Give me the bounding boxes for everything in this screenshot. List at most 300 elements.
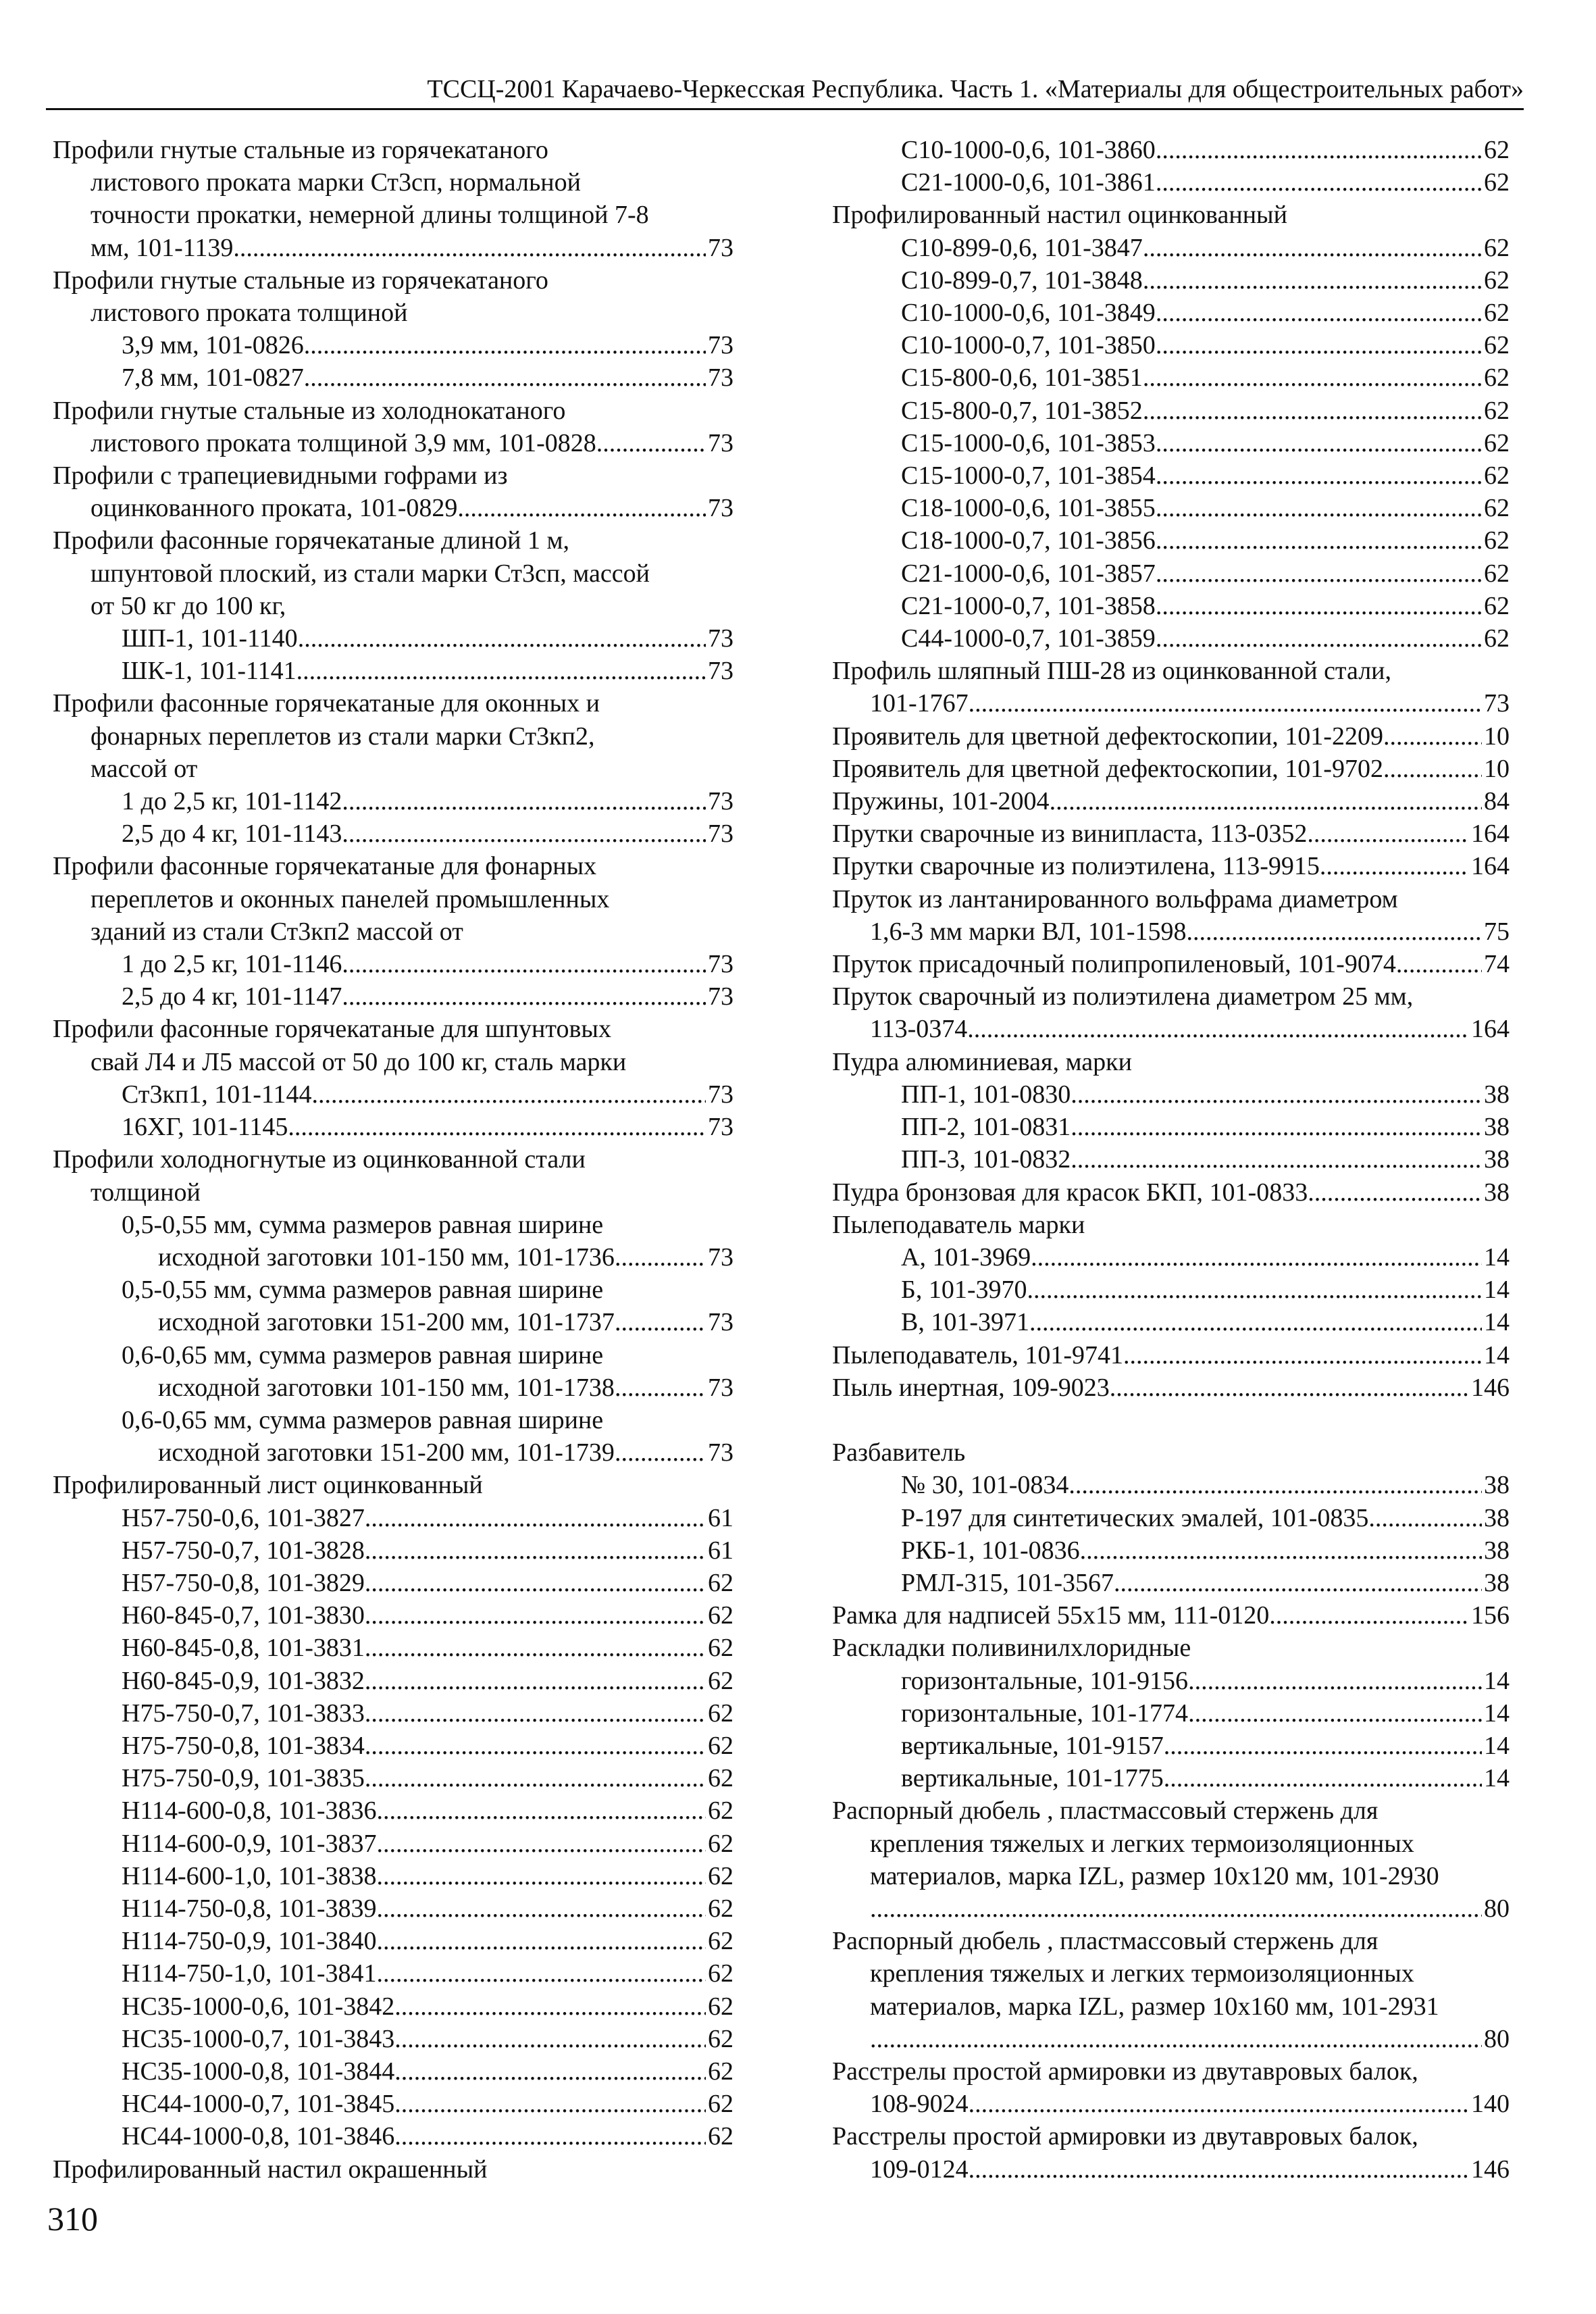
entry-text: С18-1000-0,7, 101-3856 [901, 526, 1156, 555]
index-entry [832, 264, 1510, 297]
entry-text: С10-1000-0,6, 101-3849 [901, 299, 1156, 328]
dot-leader [1156, 459, 1482, 492]
dot-leader [1164, 1730, 1482, 1762]
index-entry [832, 687, 1510, 720]
dot-leader [304, 361, 706, 394]
entry-page-number: 140 [1471, 2090, 1510, 2119]
dot-leader [298, 622, 706, 655]
dot-leader [342, 980, 706, 1013]
dot-leader [394, 2088, 706, 2120]
entry-page-number: 61 [708, 1536, 733, 1565]
index-entry [53, 1306, 733, 1338]
index-entry [832, 1469, 1510, 1501]
dot-leader [1143, 264, 1482, 297]
entry-page-number: 14 [1484, 1764, 1510, 1793]
dot-leader [377, 1957, 706, 1990]
entry-page-number: 73 [708, 657, 733, 686]
index-entry [832, 1143, 1510, 1176]
index-entry [53, 753, 733, 785]
dot-leader [1156, 297, 1482, 329]
entry-page-number: 62 [1484, 331, 1510, 360]
entry-page-number: 62 [1484, 363, 1510, 393]
index-entry [832, 1176, 1510, 1209]
entry-page-number: 164 [1471, 820, 1510, 849]
entry-page-number: 61 [708, 1503, 733, 1532]
entry-text: Профилированный лист оцинкованный [53, 1471, 483, 1500]
entry-text: ПП-3, 101-0832 [901, 1145, 1071, 1174]
entry-text: Пылеподаватель марки [832, 1210, 1085, 1239]
entry-text: НС44-1000-0,7, 101-3845 [122, 2090, 395, 2119]
entry-page-number: 62 [708, 2057, 733, 2086]
entry-page-number: 62 [708, 1959, 733, 1988]
dot-leader [365, 1502, 706, 1534]
index-entry [53, 1762, 733, 1794]
entry-text: 7,8 мм, 101-0827 [122, 363, 304, 393]
entry-text: 2,5 до 4 кг, 101-1143 [122, 820, 342, 849]
entry-text: С21-1000-0,6, 101-3857 [901, 559, 1156, 588]
entry-text: горизонтальные, 101-9156 [901, 1666, 1189, 1695]
index-entry [53, 2153, 733, 2186]
index-entry [53, 1957, 733, 1990]
entry-page-number: 62 [708, 1796, 733, 1826]
index-entry [832, 1241, 1510, 1274]
entry-text: 108-9024 [870, 2090, 969, 2119]
entry-text: 101-1767 [870, 689, 969, 718]
entry-text: С15-1000-0,6, 101-3853 [901, 428, 1156, 457]
index-entry [53, 980, 733, 1013]
index-entry [53, 1892, 733, 1925]
entry-text: переплетов и оконных панелей промышленных [91, 884, 610, 913]
entry-page-number: 156 [1471, 1601, 1510, 1630]
entry-text: вертикальные, 101-1775 [901, 1764, 1164, 1793]
entry-page-number: 73 [708, 1080, 733, 1109]
entry-page-number: 62 [708, 1992, 733, 2021]
index-entry [832, 2120, 1510, 2153]
index-entry [832, 524, 1510, 557]
dot-leader [365, 1632, 706, 1664]
dot-leader [1156, 524, 1482, 557]
index-entry [832, 1046, 1510, 1078]
dot-leader [1027, 1274, 1482, 1306]
dot-leader [394, 2023, 706, 2055]
dot-leader [365, 1762, 706, 1794]
index-entry [53, 1990, 733, 2023]
dot-leader [1308, 1176, 1482, 1209]
index-entry [53, 1436, 733, 1469]
dot-leader [365, 1697, 706, 1730]
dot-leader [1156, 590, 1482, 622]
index-entry [832, 459, 1510, 492]
dot-leader [342, 818, 706, 850]
entry-text: НС44-1000-0,8, 101-3846 [122, 2122, 395, 2151]
entry-page-number: 73 [708, 494, 733, 523]
index-entry [53, 1534, 733, 1567]
entry-page-number: 62 [1484, 299, 1510, 328]
entry-page-number: 73 [708, 1373, 733, 1402]
entry-page-number: 73 [708, 820, 733, 849]
dot-leader [870, 1892, 1482, 1925]
dot-leader [342, 785, 706, 818]
entry-text: мм, 101-1139 [91, 233, 234, 262]
entry-page-number: 164 [1471, 1015, 1510, 1044]
entry-text: Н57-750-0,7, 101-3828 [122, 1536, 365, 1565]
entry-page-number: 38 [1484, 1113, 1510, 1142]
index-entry [832, 1665, 1510, 1697]
dot-leader [297, 655, 706, 687]
index-entry [53, 1860, 733, 1892]
entry-text: РКБ-1, 101-0836 [901, 1536, 1080, 1565]
entry-page-number: 84 [1484, 787, 1510, 816]
dot-leader [394, 1990, 706, 2023]
dot-leader [1156, 622, 1482, 655]
entry-text: крепления тяжелых и легких термоизоляционных [870, 1959, 1414, 1988]
dot-leader [969, 2153, 1469, 2186]
index-entry [53, 557, 733, 590]
entry-text: 1,6-3 мм марки ВЛ, 101-1598 [870, 917, 1187, 946]
entry-text: НС35-1000-0,6, 101-3842 [122, 1992, 395, 2021]
dot-leader [394, 2055, 706, 2088]
dot-leader [596, 427, 706, 459]
entry-text: Проявитель для цветной дефектоскопии, 101-9702 [832, 754, 1383, 783]
entry-page-number: 73 [708, 1113, 733, 1142]
index-entry [53, 785, 733, 818]
entry-text: Ст3кп1, 101-1144 [122, 1080, 312, 1109]
dot-leader [1050, 785, 1482, 818]
dot-leader [1029, 1306, 1482, 1338]
entry-page-number: 73 [708, 428, 733, 457]
index-entry [53, 2120, 733, 2153]
entry-text: НС35-1000-0,7, 101-3843 [122, 2024, 395, 2053]
entry-page-number: 80 [1484, 2024, 1510, 2053]
index-entry [53, 166, 733, 199]
index-entry [53, 1730, 733, 1762]
entry-page-number: 73 [708, 331, 733, 360]
dot-leader [1071, 1111, 1482, 1143]
dot-leader [1031, 1241, 1482, 1274]
index-entry [832, 492, 1510, 524]
entry-text: Н114-750-0,9, 101-3840 [122, 1927, 377, 1956]
dot-leader [365, 1599, 706, 1632]
dot-leader [1071, 1078, 1482, 1111]
entry-page-number: 62 [1484, 428, 1510, 457]
dot-leader [967, 1013, 1469, 1045]
entry-text: горизонтальные, 101-1774 [901, 1699, 1189, 1728]
entry-text: С21-1000-0,6, 101-3861 [901, 168, 1156, 197]
dot-leader [1164, 1762, 1482, 1794]
entry-page-number: 62 [1484, 461, 1510, 491]
index-entry [832, 818, 1510, 850]
dot-leader [304, 329, 706, 361]
dot-leader [969, 2088, 1469, 2120]
dot-leader [377, 1892, 706, 1925]
entry-text: Профили холодногнутые из оцинкованной стали [53, 1145, 586, 1174]
index-entry [832, 622, 1510, 655]
entry-text: 0,6-0,65 мм, сумма размеров равная ширине [122, 1340, 604, 1369]
entry-page-number: 146 [1471, 1373, 1510, 1402]
index-entry [832, 785, 1510, 818]
entry-page-number: 62 [708, 1568, 733, 1597]
entry-text: С10-1000-0,6, 101-3860 [901, 136, 1156, 164]
index-entry [832, 2023, 1510, 2055]
entry-text: Профилированный настил оцинкованный [832, 201, 1287, 230]
index-entry [832, 1274, 1510, 1306]
entry-page-number: 62 [708, 1927, 733, 1956]
entry-text: Распорный дюбель , пластмассовый стержень для [832, 1927, 1379, 1956]
entry-page-number: 38 [1484, 1536, 1510, 1565]
entry-text: Пруток присадочный полипропиленовый, 101-9074 [832, 950, 1396, 979]
index-entry [53, 232, 733, 264]
index-entry [832, 427, 1510, 459]
entry-text: фонарных переплетов из стали марки Ст3кп2, [91, 722, 595, 751]
index-entry [53, 2088, 733, 2120]
entry-text: 0,6-0,65 мм, сумма размеров равная ширине [122, 1405, 604, 1434]
index-entry [832, 2153, 1510, 2186]
index-entry [53, 1599, 733, 1632]
entry-page-number: 62 [708, 1699, 733, 1728]
running-header [46, 69, 1524, 110]
index-entry [832, 915, 1510, 948]
index-entry [53, 524, 733, 557]
entry-page-number: 73 [708, 787, 733, 816]
index-entry [832, 199, 1510, 231]
page-number: 310 [47, 2200, 98, 2238]
index-entry [53, 1274, 733, 1306]
entry-text: листового проката толщиной [91, 299, 408, 328]
index-entry [832, 1078, 1510, 1111]
index-entry [53, 1502, 733, 1534]
entry-page-number: 10 [1484, 754, 1510, 783]
index-entry [832, 1534, 1510, 1567]
index-entry [832, 1730, 1510, 1762]
entry-text: Прутки сварочные из винипласта, 113-0352 [832, 820, 1308, 849]
index-entry [53, 297, 733, 329]
index-entry [53, 361, 733, 394]
dot-leader [1156, 427, 1482, 459]
index-entry [53, 720, 733, 753]
index-entry [832, 1567, 1510, 1599]
index-entry [832, 1990, 1510, 2023]
entry-text: С10-899-0,7, 101-3848 [901, 266, 1143, 295]
entry-page-number: 14 [1484, 1340, 1510, 1369]
dot-leader [377, 1828, 706, 1860]
dot-leader [1188, 1697, 1482, 1730]
index-entry [53, 915, 733, 948]
dot-leader [342, 948, 706, 980]
entry-text: Пруток сварочный из полиэтилена диаметром 25 мм, [832, 982, 1414, 1011]
entry-page-number: 38 [1484, 1145, 1510, 1174]
entry-text: листового проката марки Ст3сп, нормальной [91, 168, 581, 197]
dot-leader [1383, 720, 1482, 753]
entry-text: 109-0124 [870, 2155, 969, 2184]
index-entry [53, 2023, 733, 2055]
entry-text: Р-197 для синтетических эмалей, 101-0835 [901, 1503, 1369, 1532]
index-entry [53, 1794, 733, 1827]
entry-text: 16ХГ, 101-1145 [122, 1113, 288, 1142]
entry-text: Н114-600-0,9, 101-3837 [122, 1829, 377, 1858]
index-entry [53, 134, 733, 166]
entry-page-number: 62 [708, 1829, 733, 1858]
entry-text: вертикальные, 101-9157 [901, 1731, 1164, 1760]
entry-page-number: 73 [708, 363, 733, 393]
index-entry [832, 1794, 1510, 1827]
entry-text: Распорный дюбель , пластмассовый стержень для [832, 1796, 1379, 1826]
dot-leader [1396, 948, 1482, 980]
entry-text: Профиль шляпный ПШ-28 из оцинкованной стали, [832, 657, 1392, 686]
entry-text: Н75-750-0,7, 101-3833 [122, 1699, 365, 1728]
index-entry [53, 1241, 733, 1274]
entry-page-number: 62 [1484, 591, 1510, 620]
entry-text: Пружины, 101-2004 [832, 787, 1050, 816]
index-entry [832, 948, 1510, 980]
dot-leader [1269, 1599, 1469, 1632]
index-entry [832, 1209, 1510, 1241]
dot-leader [1188, 1665, 1482, 1697]
index-entry [53, 622, 733, 655]
index-entry [832, 1697, 1510, 1730]
index-entry [53, 1111, 733, 1143]
index-entry [53, 1143, 733, 1176]
dot-leader [1110, 1372, 1469, 1404]
entry-text: оцинкованного проката, 101-0829 [91, 494, 458, 523]
index-entry [832, 850, 1510, 882]
index-entry [832, 166, 1510, 199]
entry-text: шпунтовой плоский, из стали марки Ст3сп, массой [91, 559, 650, 588]
entry-page-number: 62 [708, 2090, 733, 2119]
entry-spacer [832, 1404, 1510, 1436]
entry-text: Н57-750-0,8, 101-3829 [122, 1568, 365, 1597]
index-entry [832, 980, 1510, 1013]
dot-leader [1307, 818, 1469, 850]
entry-text: С10-1000-0,7, 101-3850 [901, 331, 1156, 360]
entry-page-number: 73 [1484, 689, 1510, 718]
entry-page-number: 62 [708, 1731, 733, 1760]
entry-text: Н114-750-0,8, 101-3839 [122, 1894, 377, 1923]
index-entry [53, 1632, 733, 1664]
entry-page-number: 146 [1471, 2155, 1510, 2184]
index-entry [832, 1957, 1510, 1990]
entry-text: С15-1000-0,7, 101-3854 [901, 461, 1156, 491]
entry-page-number: 62 [1484, 168, 1510, 197]
index-entry [832, 329, 1510, 361]
entry-text: 2,5 до 4 кг, 101-1147 [122, 982, 342, 1011]
entry-text: исходной заготовки 101-150 мм, 101-1736 [158, 1242, 615, 1272]
entry-page-number: 62 [708, 1861, 733, 1890]
dot-leader [394, 2120, 706, 2153]
index-entry [832, 1762, 1510, 1794]
entry-text: точности прокатки, немерной длины толщиной 7-8 [91, 201, 649, 230]
entry-page-number: 38 [1484, 1080, 1510, 1109]
dot-leader [1156, 166, 1482, 199]
entry-text: Н60-845-0,7, 101-3830 [122, 1601, 365, 1630]
dot-leader [1156, 329, 1482, 361]
entry-text: С18-1000-0,6, 101-3855 [901, 494, 1156, 523]
entry-page-number: 164 [1471, 852, 1510, 881]
entry-text: Расстрелы простой армировки из двутавровых балок, [832, 2057, 1418, 2086]
entry-text: Расстрелы простой армировки из двутавровых балок, [832, 2122, 1418, 2151]
index-entry [832, 1632, 1510, 1664]
dot-leader [1156, 134, 1482, 166]
entry-text: Пылеподаватель, 101-9741 [832, 1340, 1123, 1369]
entry-text: Профили фасонные горячекатаные для фонарных [53, 852, 597, 881]
entry-text: Пудра бронзовая для красок БКП, 101-0833 [832, 1178, 1308, 1207]
index-entry [832, 1111, 1510, 1143]
dot-leader [312, 1078, 706, 1111]
entry-page-number: 73 [708, 624, 733, 653]
dot-leader [365, 1665, 706, 1697]
entry-text: С10-899-0,6, 101-3847 [901, 233, 1143, 262]
index-entry [53, 427, 733, 459]
entry-text: Профили фасонные горячекатаные длиной 1 м, [53, 526, 570, 555]
dot-leader [615, 1372, 706, 1404]
index-entry [53, 1567, 733, 1599]
dot-leader [870, 2023, 1482, 2055]
index-entry [832, 395, 1510, 427]
entry-page-number: 62 [708, 1764, 733, 1793]
index-entry [832, 1828, 1510, 1860]
entry-page-number: 62 [1484, 559, 1510, 588]
dot-leader [1123, 1339, 1482, 1372]
dot-leader [1071, 1143, 1482, 1176]
index-entry [53, 2055, 733, 2088]
entry-page-number: 62 [708, 1894, 733, 1923]
index-entry [832, 883, 1510, 915]
index-entry [832, 361, 1510, 394]
entry-text: Пыль инертная, 109-9023 [832, 1373, 1110, 1402]
running-header-title: ТССЦ-2001 Карачаево-Черкесская Республика. Часть 1. «Материалы для общестроительных работ» [427, 75, 1524, 103]
entry-text: 113-0374 [870, 1015, 968, 1044]
index-entry [53, 1404, 733, 1436]
entry-text: Н57-750-0,6, 101-3827 [122, 1503, 365, 1532]
index-entry [53, 948, 733, 980]
index-column-left [53, 134, 733, 2186]
index-entry [53, 395, 733, 427]
entry-text: С15-800-0,6, 101-3851 [901, 363, 1143, 393]
entry-text: 0,5-0,55 мм, сумма размеров равная ширине [122, 1210, 604, 1239]
entry-text: Раскладки поливинилхлоридные [832, 1634, 1191, 1663]
index-entry [832, 753, 1510, 785]
dot-leader [365, 1567, 706, 1599]
entry-text: Профили фасонные горячекатаные для шпунтовых [53, 1015, 611, 1044]
dot-leader [365, 1534, 706, 1567]
index-entry [832, 1339, 1510, 1372]
entry-text: исходной заготовки 101-150 мм, 101-1738 [158, 1373, 615, 1402]
dot-leader [377, 1794, 706, 1827]
entry-page-number: 14 [1484, 1308, 1510, 1337]
entry-text: Н60-845-0,8, 101-3831 [122, 1634, 365, 1663]
entry-text: 1 до 2,5 кг, 101-1142 [122, 787, 342, 816]
entry-page-number: 62 [1484, 396, 1510, 425]
index-column-right [832, 134, 1510, 2186]
entry-page-number: 62 [708, 2122, 733, 2151]
index-entry [53, 687, 733, 720]
index-entry [53, 492, 733, 524]
index-entry [53, 1697, 733, 1730]
dot-leader [377, 1925, 706, 1957]
dot-leader [365, 1730, 706, 1762]
index-entry [832, 1502, 1510, 1534]
dot-leader [1383, 753, 1482, 785]
entry-text: РМЛ-315, 101-3567 [901, 1568, 1114, 1597]
index-entry [832, 1860, 1510, 1892]
entry-page-number: 73 [708, 1242, 733, 1272]
entry-text: Пудра алюминиевая, марки [832, 1047, 1132, 1076]
entry-text: материалов, марка IZL, размер 10х120 мм, 101-2930 [870, 1861, 1439, 1890]
dot-leader [1368, 1502, 1482, 1534]
entry-text: от 50 кг до 100 кг, [91, 591, 286, 620]
entry-text: Н114-750-1,0, 101-3841 [122, 1959, 377, 1988]
entry-text: Профили с трапециевидными гофрами из [53, 461, 508, 491]
index-entry [53, 1013, 733, 1045]
